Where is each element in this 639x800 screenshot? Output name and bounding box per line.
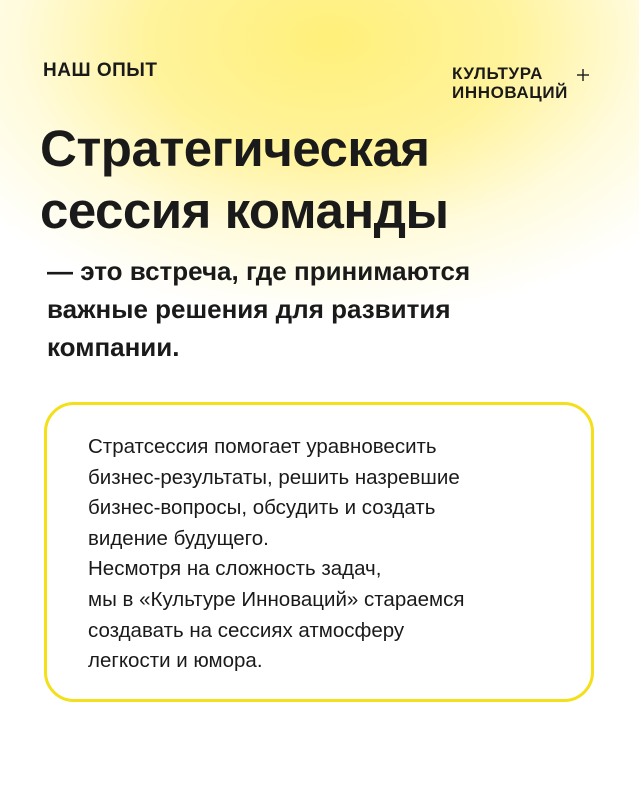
section-label: НАШ ОПЫТ: [43, 60, 158, 81]
card-line: Стратсессия помогает уравновесить: [88, 435, 437, 458]
subtitle-line: компании.: [47, 332, 180, 362]
logo-line-2: ИННОВАЦИЙ: [452, 83, 568, 102]
page-title: [40, 118, 620, 242]
card-line: легкости и юмора.: [88, 649, 263, 673]
card-line: видение будущего.: [88, 526, 269, 550]
card-line: бизнес-результаты, решить назревшие: [88, 465, 460, 489]
subtitle: [47, 252, 607, 366]
card-line: мы в «Культуре Инноваций» стараемся: [88, 587, 465, 611]
info-card: [44, 402, 594, 702]
logo-line-1: КУЛЬТУРА: [452, 64, 544, 83]
title-line: сессия команды: [40, 182, 449, 239]
card-line: бизнес-вопросы, обсудить и создать: [88, 496, 436, 520]
brand-logo: [452, 64, 602, 108]
card-line: Несмотря на сложность задач,: [88, 557, 382, 581]
info-card-text: [88, 432, 588, 677]
subtitle-line: важные решения для развития: [47, 294, 451, 324]
title-line: Стратегическая: [40, 120, 430, 177]
subtitle-line: — это встреча, где принимаются: [47, 256, 471, 286]
card-line: создавать на сессиях атмосферу: [88, 618, 405, 642]
plus-icon: [576, 68, 590, 82]
